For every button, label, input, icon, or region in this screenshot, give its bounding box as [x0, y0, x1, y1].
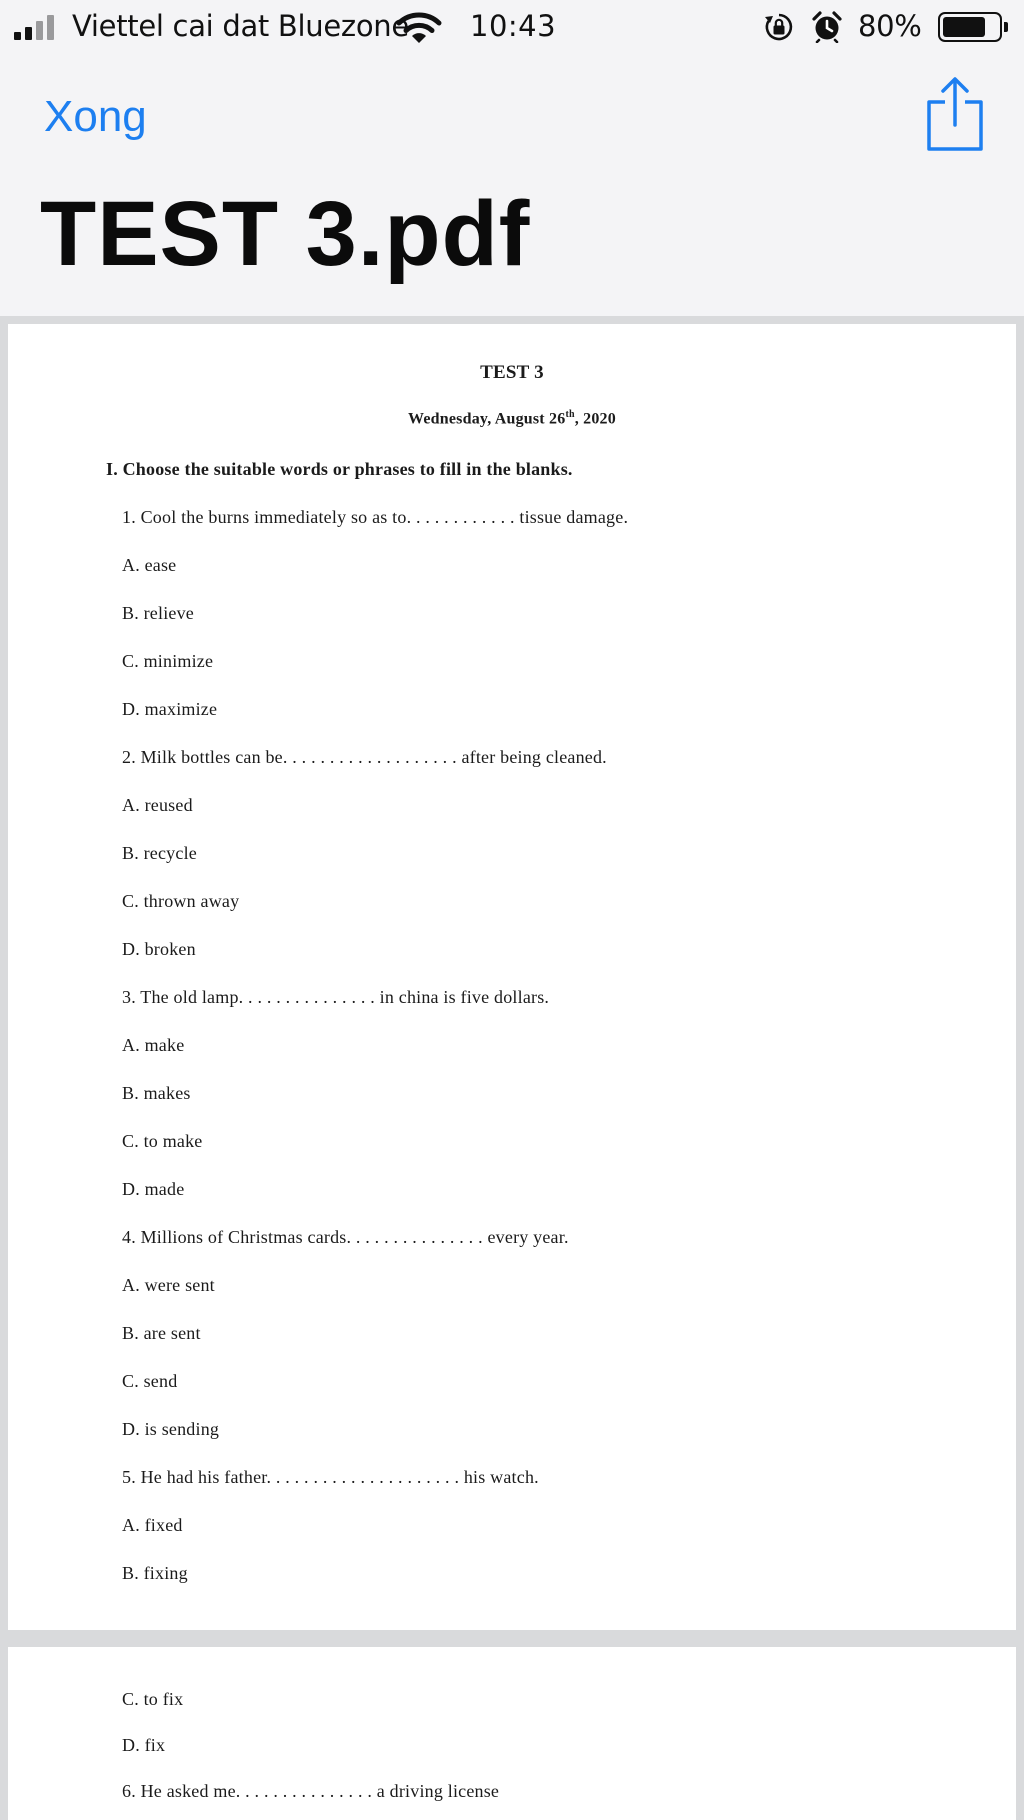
status-bar: [0, 0, 1024, 56]
answer-option: B. makes: [122, 1083, 191, 1103]
question-text: 3. The old lamp. . . . . . . . . . . . . . . in china is five dollars.: [122, 987, 550, 1007]
answer-option: B. recycle: [122, 843, 197, 863]
answer-option: B. are sent: [122, 1323, 201, 1343]
answer-option: C. to make: [122, 1131, 203, 1151]
question-text: 2. Milk bottles can be. . . . . . . . . . . . . . . . . . . after being cleaned.: [122, 747, 607, 767]
battery-level: [943, 17, 985, 37]
pdf-date-text: Wednesday, August 26: [408, 410, 566, 428]
orientation-lock-icon: [764, 12, 794, 42]
answer-option: D. is sending: [122, 1419, 220, 1439]
answer-option: D. fix: [122, 1735, 166, 1755]
question-text: 5. He had his father. . . . . . . . . . . . . . . . . . . . . his watch.: [122, 1467, 539, 1487]
question-text: 1. Cool the burns immediately so as to. . . . . . . . . . . . tissue damage.: [122, 507, 629, 527]
answer-option: D. made: [122, 1179, 185, 1199]
answer-option: D. broken: [122, 939, 196, 959]
question-text: 6. He asked me. . . . . . . . . . . . . . . a driving license: [122, 1781, 500, 1801]
share-icon[interactable]: [926, 76, 984, 152]
signal-icon: [14, 14, 64, 40]
answer-option: C. to fix: [122, 1689, 184, 1709]
pdf-section-heading: I. Choose the suitable words or phrases to fill in the blanks.: [106, 459, 573, 479]
answer-option: B. fixing: [122, 1563, 188, 1583]
battery-icon: [938, 12, 1002, 42]
pdf-date-ordinal: th: [565, 409, 575, 420]
answer-option: A. were sent: [122, 1275, 215, 1295]
wifi-icon: [396, 11, 442, 45]
pdf-date-year: 2020: [583, 410, 616, 428]
answer-option: C. send: [122, 1371, 178, 1391]
battery-percent: 80%: [858, 9, 922, 43]
pdf-page[interactable]: [8, 324, 1016, 1630]
pdf-page[interactable]: [8, 1647, 1016, 1820]
answer-option: C. thrown away: [122, 891, 240, 911]
pdf-date: Wednesday, August 26th, 2020: [408, 409, 616, 428]
carrier-name: Viettel cai dat Bluezone: [72, 9, 409, 43]
question-text: 4. Millions of Christmas cards. . . . . . . . . . . . . . . every year.: [122, 1227, 569, 1247]
answer-option: C. minimize: [122, 651, 214, 671]
answer-option: A. fixed: [122, 1515, 183, 1535]
answer-option: B. relieve: [122, 603, 194, 623]
answer-option: A. ease: [122, 555, 177, 575]
pdf-heading: TEST 3: [480, 362, 544, 383]
answer-option: A. make: [122, 1035, 185, 1055]
document-title: TEST 3.pdf: [40, 183, 531, 285]
answer-option: D. maximize: [122, 699, 218, 719]
done-button[interactable]: Xong: [44, 92, 147, 141]
answer-option: A. reused: [122, 795, 193, 815]
alarm-icon: [812, 11, 842, 43]
viewer-header: [0, 0, 1024, 316]
clock: 10:43: [470, 9, 557, 43]
